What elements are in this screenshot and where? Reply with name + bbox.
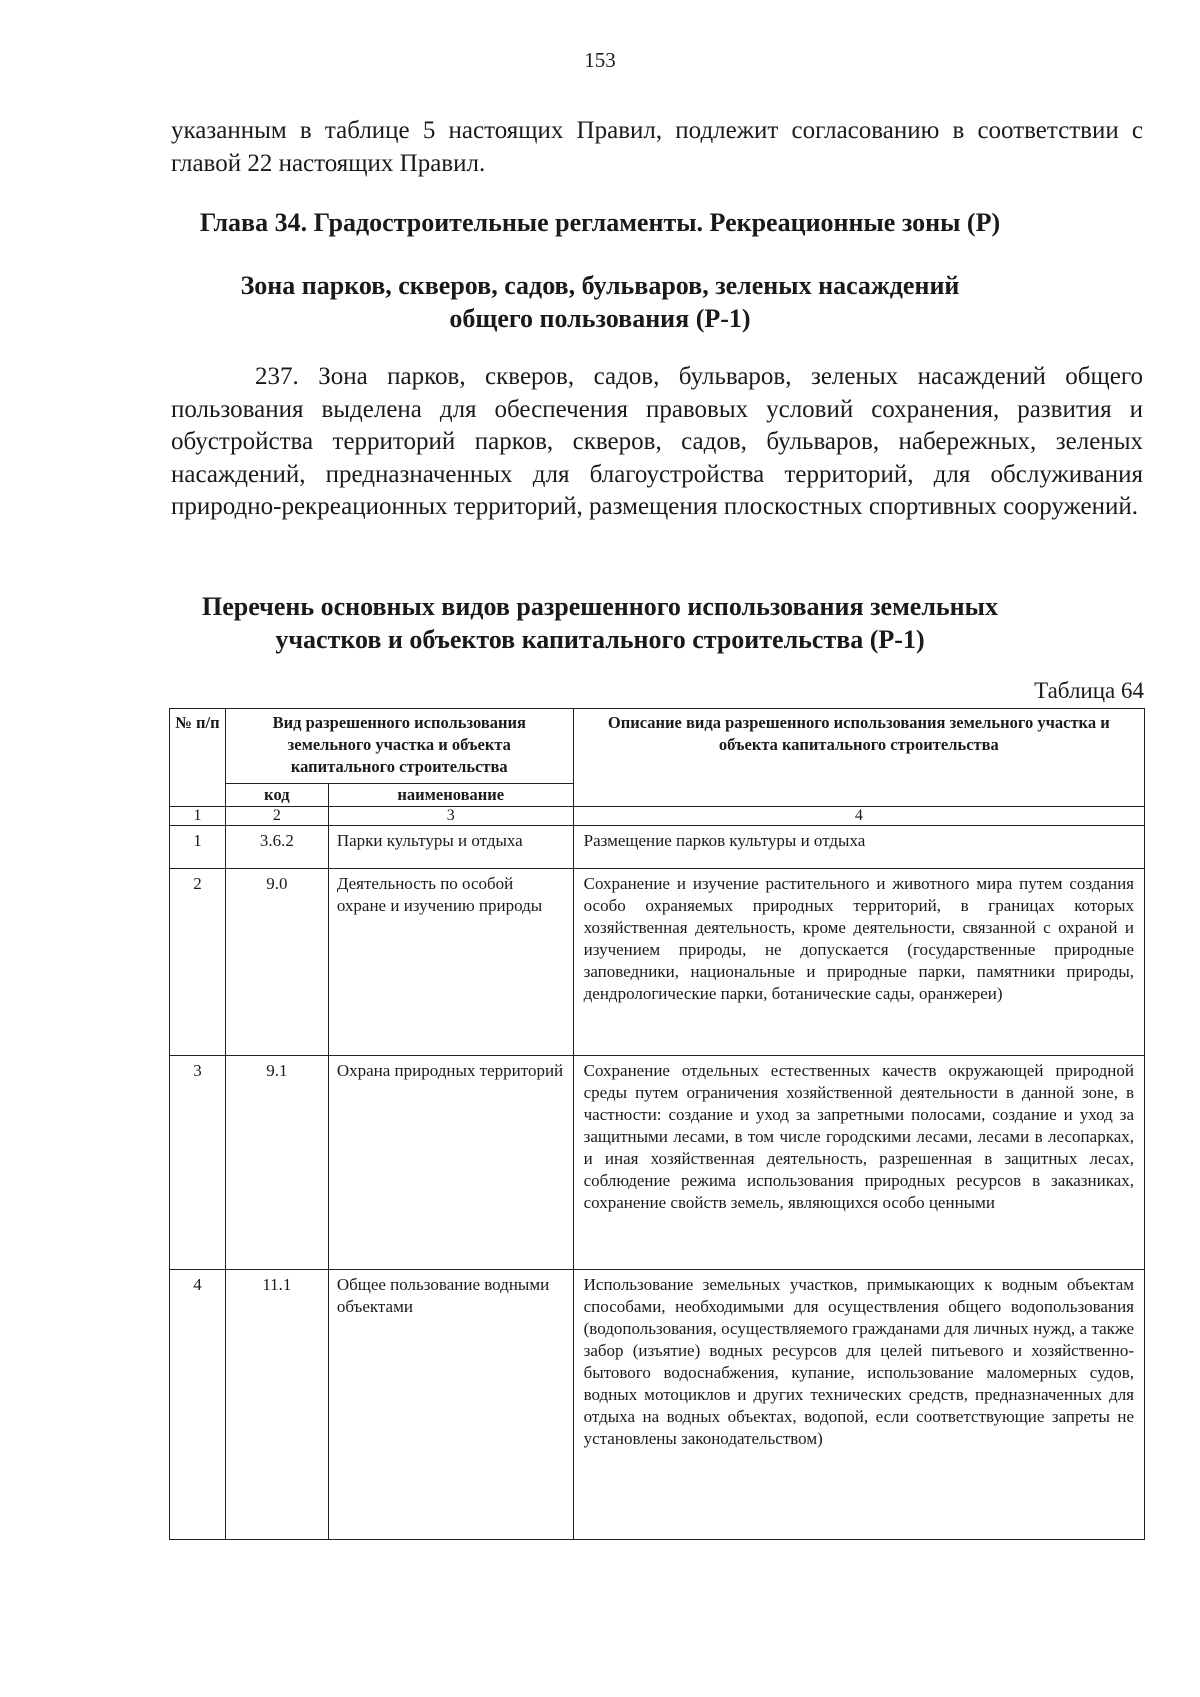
header-num: № п/п (170, 709, 226, 807)
list-title-line2: участков и объектов капитального строительства (Р-1) (275, 625, 925, 654)
header-vid: Вид разрешенного использования земельного участка и объекта капитального строительства (225, 709, 573, 784)
table-row (170, 826, 1145, 869)
col-number: 1 (170, 807, 226, 826)
page-number: 153 (584, 48, 616, 72)
header-code: код (225, 784, 328, 807)
row-num: 2 (170, 869, 226, 1056)
table-row (170, 1270, 1145, 1540)
column-number-row (170, 807, 1145, 826)
row-num: 1 (170, 826, 226, 869)
row-name: Парки культуры и отдыха (328, 826, 573, 869)
row-name: Общее пользование водными объектами (328, 1270, 573, 1540)
paragraph-237-text: 237. Зона парков, скверов, садов, бульваров, зеленых насаждений общего пользования выделена для обеспечения правовых условий сохранения, развития и обустройства территорий парков, скверов, садов, бульваров, набережных, зеленых насаждений, предназначенных для благоустройства территорий, для обслуживания природно-рекреационных территорий, размещения плоскостных спортивных сооружений. (171, 363, 1143, 520)
zone-title (0, 269, 1200, 335)
list-title-line1: Перечень основных видов разрешенного использования земельных (202, 592, 998, 621)
zone-title-line2: общего пользования (Р-1) (449, 304, 751, 333)
row-code: 11.1 (225, 1270, 328, 1540)
row-desc: Сохранение и изучение растительного и животного мира путем создания особо охраняемых природных территорий, в границах которых хозяйственная деятельность, кроме деятельности, связанной с охраной и изучением природы, не допускается (государственные природные заповедники, национальные и природные парки, памятники природы, дендрологические парки, ботанические сады, оранжереи) (573, 869, 1144, 1056)
row-desc: Размещение парков культуры и отдыха (573, 826, 1144, 869)
chapter-title: Глава 34. Градостроительные регламенты. Рекреационные зоны (Р) (199, 208, 1001, 237)
row-name: Деятельность по особой охране и изучению природы (328, 869, 573, 1056)
col-number: 4 (573, 807, 1144, 826)
col-number: 2 (225, 807, 328, 826)
row-desc: Сохранение отдельных естественных качеств окружающей природной среды путем ограничения хозяйственной деятельности в данной зоне, в частности: создание и уход за запретными полосами, создание и уход за защитными лесами, в том числе городскими лесами, лесами в лесопарках, и иная хозяйственная деятельность, разрешенная в защитных лесах, соблюдение режима использования природных ресурсов в заказниках, сохранение свойств земель, являющихся особо ценными (573, 1056, 1144, 1270)
table-row (170, 869, 1145, 1056)
continuation-paragraph: указанным в таблице 5 настоящих Правил, подлежит согласованию в соответствии с главой 22 настоящих Правил. (171, 117, 1143, 177)
header-desc: Описание вида разрешенного использования земельного участка и объекта капитального строительства (573, 709, 1144, 807)
row-code: 9.1 (225, 1056, 328, 1270)
table-caption: Таблица 64 (1034, 678, 1144, 703)
header-name: наименование (328, 784, 573, 807)
zone-title-line1: Зона парков, скверов, садов, бульваров, зеленых насаждений (240, 271, 960, 300)
list-title (0, 590, 1200, 656)
row-code: 3.6.2 (225, 826, 328, 869)
row-desc: Использование земельных участков, примыкающих к водным объектам способами, необходимыми для осуществления общего водопользования (водопользования, осуществляемого гражданами для личных нужд, а также забор (изъятие) водных ресурсов для целей питьевого и хозяйственно-бытового водоснабжения, купание, использование маломерных судов, водных мотоциклов и других технических средств, предназначенных для отдыха на водных объектах, водопой, если соответствующие запреты не установлены законодательством) (573, 1270, 1144, 1540)
row-num: 3 (170, 1056, 226, 1270)
col-number: 3 (328, 807, 573, 826)
row-name: Охрана природных территорий (328, 1056, 573, 1270)
table-row (170, 1056, 1145, 1270)
row-num: 4 (170, 1270, 226, 1540)
row-code: 9.0 (225, 869, 328, 1056)
permitted-use-table (169, 708, 1145, 1540)
paragraph-237 (171, 361, 1143, 524)
